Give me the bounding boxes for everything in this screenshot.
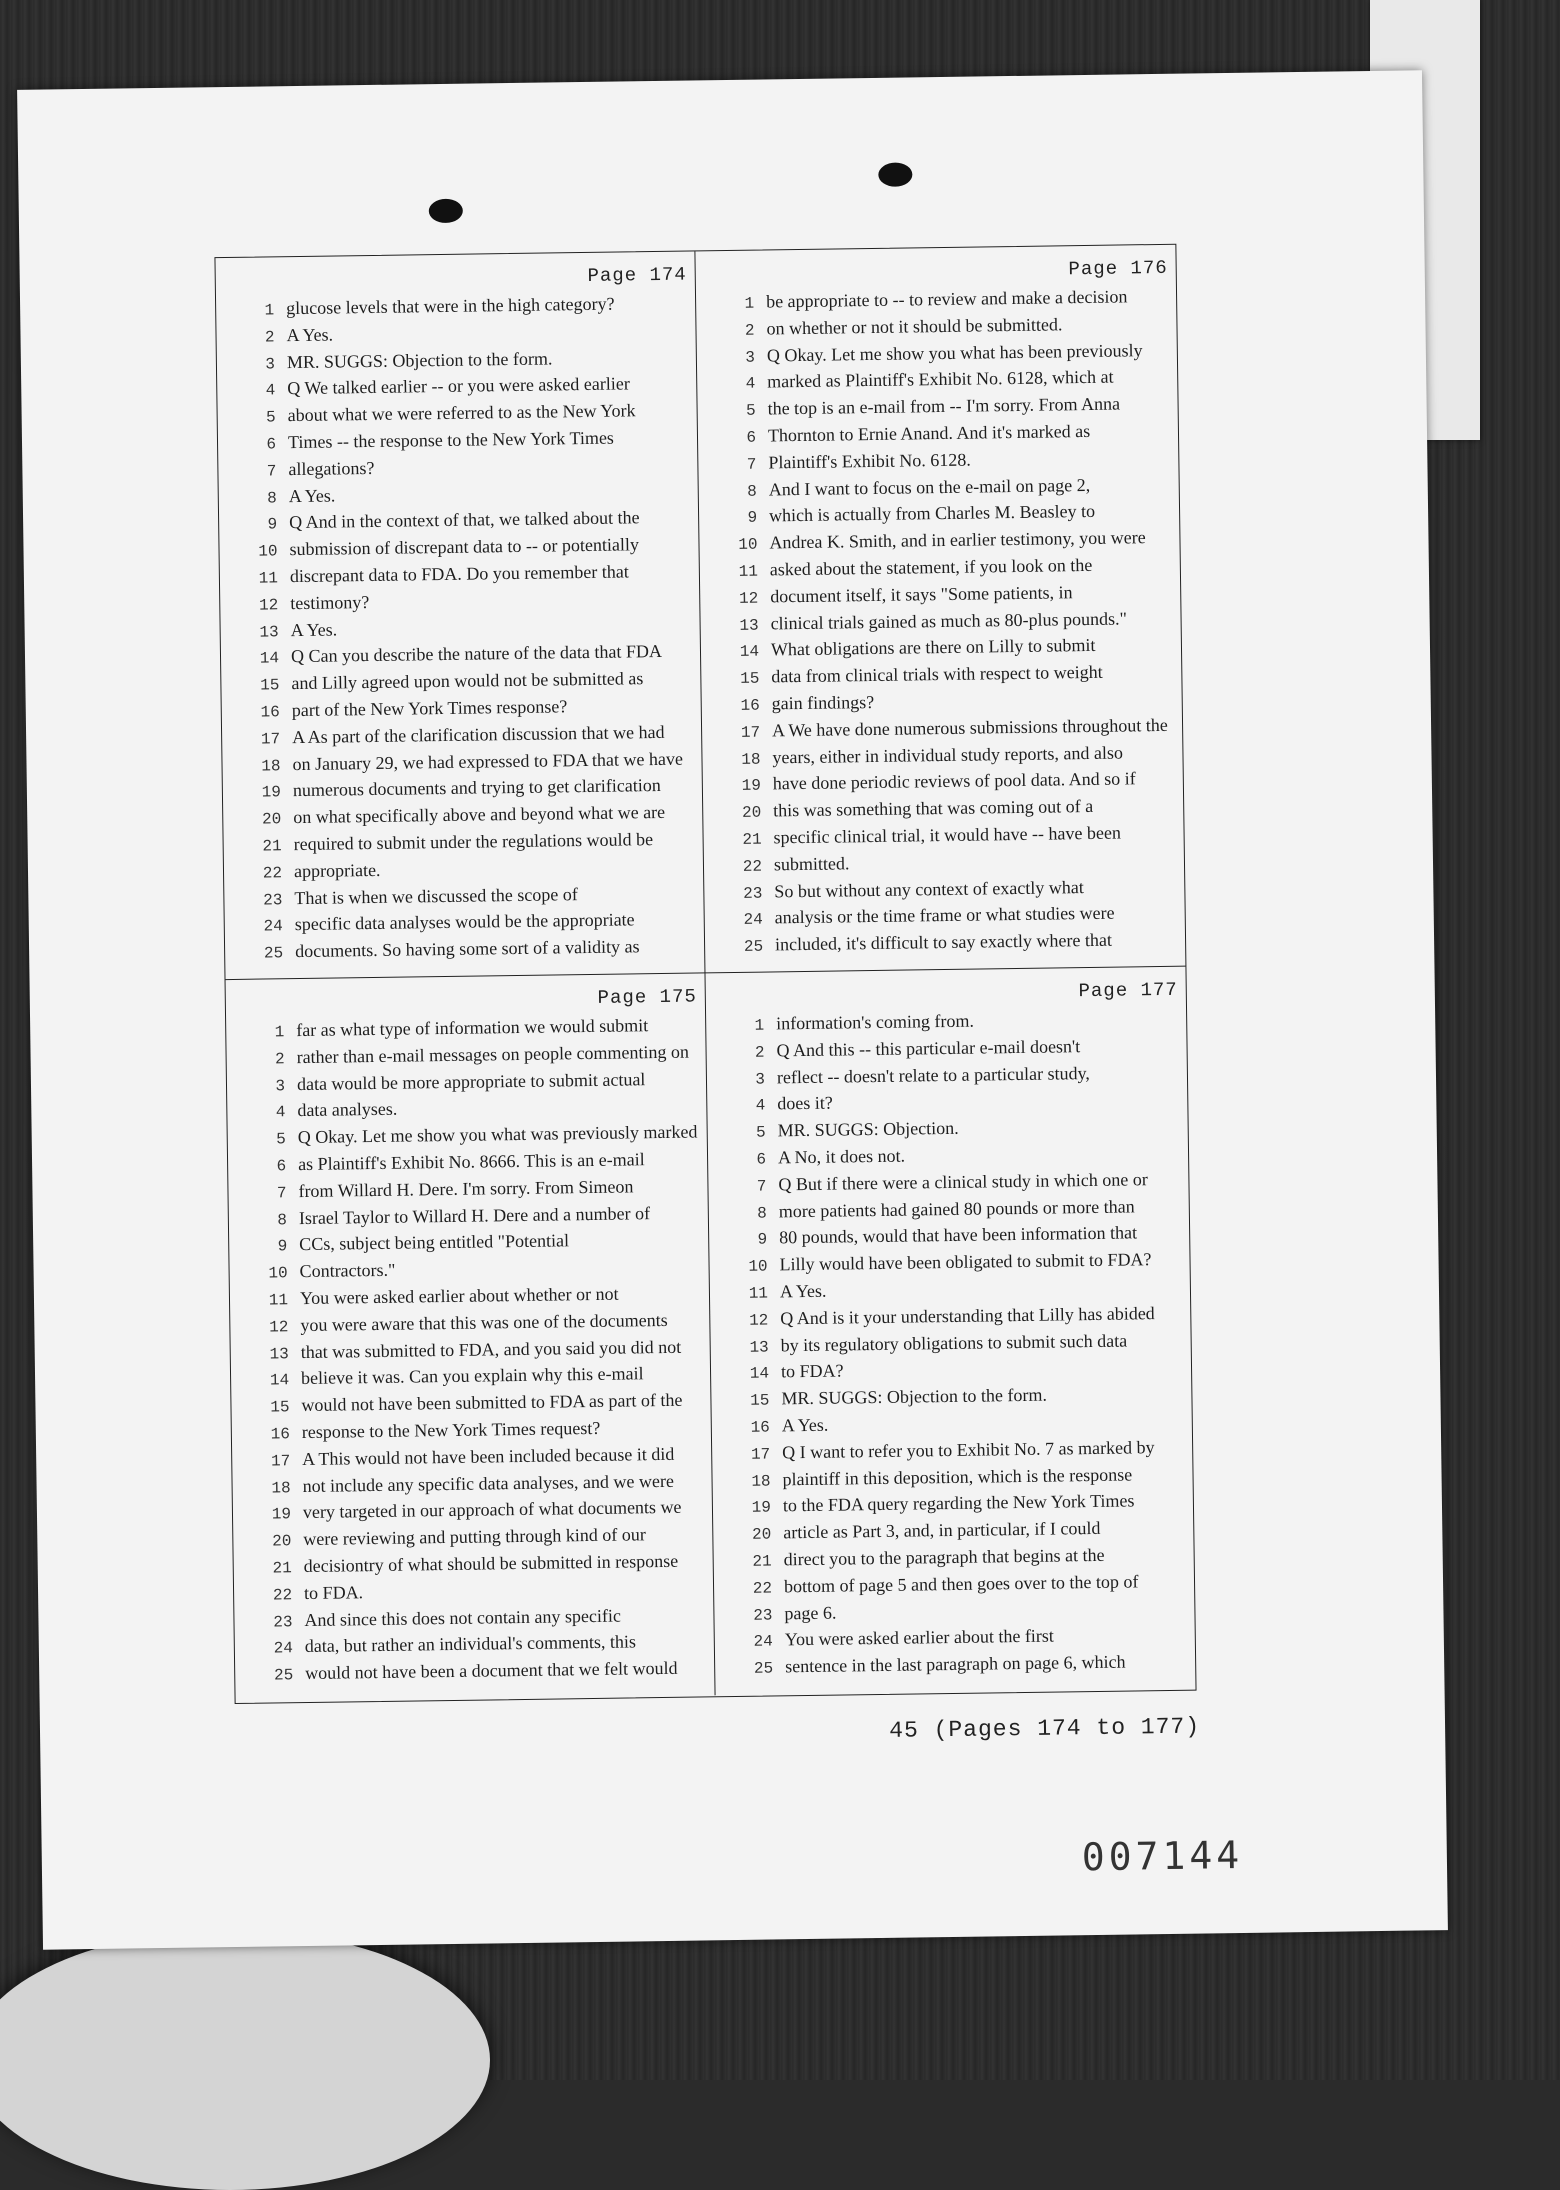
- line-text: on January 29, we had expressed to FDA that we have: [292, 748, 684, 774]
- line-text: data analyses.: [297, 1099, 398, 1121]
- line-text: marked as Plaintiff's Exhibit No. 6128, which at: [767, 367, 1114, 392]
- line-number: 18: [261, 756, 281, 776]
- line-text: That is when we discussed the scope of: [294, 883, 578, 908]
- line-number: 17: [260, 730, 281, 749]
- line-text: glucose levels that were in the high category?: [286, 293, 615, 319]
- line-number: 11: [268, 1291, 289, 1310]
- line-text: specific data analyses would be the appropriate: [294, 909, 635, 935]
- line-text: You were asked earlier about whether or not: [299, 1283, 619, 1309]
- line-number: 9: [747, 508, 758, 528]
- line-number: 24: [273, 1639, 293, 1658]
- line-number: 16: [270, 1425, 291, 1444]
- line-text: submission of discrepant data to -- or potentially: [289, 534, 640, 560]
- line-text: A Yes.: [290, 619, 338, 640]
- line-number: 6: [276, 1157, 287, 1176]
- line-number: 10: [738, 535, 758, 555]
- line-number: 5: [745, 401, 756, 420]
- line-text: Q But if there were a clinical study in which one or: [778, 1169, 1148, 1195]
- line-text: far as what type of information we would submit: [296, 1015, 649, 1041]
- line-text: page 6.: [784, 1602, 837, 1623]
- line-number: 14: [259, 649, 280, 668]
- line-number: 12: [258, 596, 279, 615]
- line-text: would not have been submitted to FDA as part of the: [301, 1389, 683, 1416]
- line-number: 7: [276, 1184, 287, 1203]
- line-number: 4: [275, 1103, 286, 1122]
- line-number: 16: [260, 703, 280, 722]
- line-text: very targeted in our approach of what documents we: [302, 1497, 682, 1523]
- line-text: submitted.: [773, 853, 850, 875]
- line-number: 24: [743, 910, 763, 930]
- line-number: 25: [753, 1659, 774, 1678]
- line-text: to the FDA query regarding the New York Times: [782, 1490, 1135, 1516]
- line-number: 8: [757, 1204, 767, 1223]
- line-number: 19: [741, 776, 761, 796]
- line-text: information's coming from.: [776, 1010, 975, 1034]
- line-text: part of the New York Times response?: [291, 696, 568, 721]
- line-number: 5: [276, 1130, 286, 1149]
- line-number: 14: [269, 1371, 290, 1390]
- line-number: 9: [267, 515, 278, 534]
- line-number: 5: [265, 408, 276, 427]
- line-number: 5: [755, 1123, 766, 1142]
- line-text: Q We talked earlier -- or you were asked earlier: [287, 373, 630, 399]
- line-number: 6: [746, 428, 757, 447]
- transcript-line: [235, 1655, 706, 1688]
- line-text: A Yes.: [288, 485, 336, 506]
- line-text: Thornton to Ernie Anand. And it's marked as: [767, 420, 1091, 446]
- line-number: 22: [262, 864, 283, 883]
- line-number: 25: [263, 944, 284, 963]
- line-text: Q Okay. Let me show you what has been previously: [766, 339, 1143, 366]
- line-number: 17: [270, 1451, 291, 1471]
- line-text: And since this does not contain any specific: [304, 1605, 622, 1630]
- transcript-line: [705, 926, 1177, 959]
- line-text: Plaintiff's Exhibit No. 6128.: [768, 449, 971, 473]
- line-text: response to the New York Times request?: [301, 1417, 601, 1443]
- line-text: about what we were referred to as the New York: [287, 400, 636, 426]
- line-number: 4: [265, 381, 276, 400]
- line-number: 1: [754, 1016, 765, 1035]
- line-text: article as Part 3, and, in particular, if I could: [783, 1518, 1101, 1543]
- line-text: A As part of the clarification discussion that we had: [292, 721, 665, 747]
- line-number: 19: [261, 783, 282, 802]
- line-number: 2: [754, 1043, 765, 1062]
- line-text: which is actually from Charles M. Beasley to: [768, 501, 1096, 526]
- line-text: allegations?: [288, 457, 375, 479]
- line-number: 19: [271, 1505, 292, 1524]
- line-text: that was submitted to FDA, and you said you did not: [300, 1336, 682, 1362]
- line-number: 21: [752, 1552, 772, 1571]
- line-text: You were asked earlier about the first: [784, 1625, 1055, 1650]
- line-text: data, but rather an individual's comments, this: [304, 1631, 637, 1657]
- line-number: 6: [756, 1150, 767, 1169]
- line-number: 22: [752, 1579, 773, 1598]
- line-number: 3: [275, 1076, 286, 1095]
- line-number: 8: [747, 482, 757, 501]
- line-number: 6: [266, 435, 277, 454]
- line-number: 8: [267, 488, 277, 508]
- line-number: 15: [750, 1391, 770, 1410]
- line-text: A Yes.: [286, 324, 334, 345]
- line-text: bottom of page 5 and then goes over to the top of: [783, 1571, 1139, 1597]
- page-174-panel: [215, 251, 705, 980]
- transcript-sheet: [17, 70, 1448, 1949]
- line-number: 9: [757, 1230, 768, 1250]
- line-text: 80 pounds, would that have been information that: [779, 1222, 1138, 1248]
- line-text: analysis or the time frame or what studies were: [774, 902, 1115, 928]
- line-text: MR. SUGGS: Objection to the form.: [286, 348, 553, 372]
- line-number: 14: [749, 1364, 770, 1384]
- line-number: 25: [273, 1666, 294, 1685]
- line-number: 15: [270, 1398, 290, 1417]
- line-text: documents. So having some sort of a validity as: [294, 936, 640, 962]
- line-text: MR. SUGGS: Objection to the form.: [781, 1384, 1048, 1409]
- line-text: A Yes.: [779, 1280, 827, 1302]
- line-number: 3: [755, 1070, 766, 1089]
- bates-number: 007144: [1081, 1832, 1244, 1880]
- line-text: A Yes.: [781, 1414, 829, 1436]
- line-number: 20: [752, 1525, 772, 1544]
- line-number: 23: [273, 1612, 293, 1632]
- line-number: 15: [260, 676, 280, 695]
- line-number: 22: [742, 857, 763, 876]
- line-text: does it?: [777, 1093, 833, 1114]
- line-text: this was something that was coming out of a: [773, 796, 1094, 821]
- line-text: be appropriate to -- to review and make a decision: [765, 286, 1128, 312]
- line-number: 10: [258, 542, 278, 561]
- line-number: 16: [750, 1418, 770, 1437]
- line-number: 17: [750, 1445, 771, 1464]
- line-text: the top is an e-mail from -- I'm sorry. From Anna: [767, 393, 1121, 419]
- line-text: MR. SUGGS: Objection.: [777, 1118, 959, 1141]
- line-number: 10: [268, 1264, 288, 1283]
- line-text: Times -- the response to the New York Times: [287, 427, 614, 453]
- line-text: A No, it does not.: [777, 1145, 906, 1168]
- line-number: 19: [751, 1498, 772, 1518]
- line-number: 8: [277, 1210, 288, 1229]
- line-number: 3: [745, 348, 756, 367]
- transcript-lines: [696, 283, 1177, 959]
- line-text: document itself, it says "Some patients, in: [770, 581, 1073, 607]
- line-number: 12: [269, 1317, 289, 1337]
- line-number: 15: [740, 669, 760, 689]
- page-177-panel: [705, 967, 1195, 1696]
- line-text: from Willard H. Dere. I'm sorry. From Simeon: [298, 1176, 634, 1201]
- line-text: Q Can you describe the nature of the data that FDA: [290, 641, 663, 667]
- page-175-panel: [226, 973, 716, 1702]
- line-text: So but without any context of exactly what: [774, 876, 1084, 901]
- line-text: Q Okay. Let me show you what was previously marked: [297, 1121, 698, 1148]
- line-number: 2: [274, 1050, 285, 1069]
- line-number: 23: [263, 890, 283, 910]
- line-number: 11: [258, 569, 279, 588]
- line-number: 7: [756, 1177, 767, 1196]
- line-number: 4: [755, 1096, 766, 1116]
- line-text: Israel Taylor to Willard H. Dere and a number of: [298, 1202, 651, 1228]
- page-label: Page 174: [587, 263, 687, 287]
- line-number: 18: [751, 1472, 771, 1491]
- line-text: clinical trials gained as much as 80-plus pounds.": [770, 608, 1127, 633]
- line-number: 13: [269, 1344, 289, 1364]
- line-text: to FDA.: [303, 1581, 364, 1603]
- line-text: to FDA?: [780, 1360, 844, 1382]
- line-number: 16: [740, 696, 760, 715]
- line-number: 21: [742, 830, 762, 849]
- line-number: 23: [743, 884, 763, 903]
- line-number: 20: [741, 803, 762, 822]
- line-text: and Lilly agreed upon would not be submitted as: [291, 668, 644, 694]
- line-text: specific clinical trial, it would have -- have been: [773, 822, 1122, 848]
- line-number: 18: [741, 750, 761, 769]
- line-number: 13: [749, 1338, 769, 1357]
- line-text: would not have been a document that we felt would: [305, 1657, 678, 1684]
- line-text: testimony?: [290, 591, 370, 613]
- line-number: 12: [749, 1311, 769, 1330]
- line-text: years, either in individual study reports, and also: [772, 742, 1123, 767]
- line-text: Q And is it your understanding that Lilly has abided: [780, 1302, 1155, 1329]
- line-number: 11: [738, 562, 759, 581]
- line-text: included, it's difficult to say exactly where that: [774, 929, 1113, 955]
- line-number: 1: [744, 294, 755, 313]
- page-range-footer: 45 (Pages 174 to 177): [889, 1713, 1201, 1744]
- line-text: you were aware that this was one of the documents: [300, 1309, 668, 1335]
- line-number: 11: [748, 1284, 769, 1303]
- line-text: What obligations are there on Lilly to submit: [770, 635, 1096, 660]
- line-number: 2: [264, 328, 275, 347]
- punch-hole: [878, 162, 912, 186]
- line-text: were reviewing and putting through kind of our: [303, 1524, 646, 1550]
- line-text: asked about the statement, if you look on the: [769, 554, 1093, 580]
- line-text: gain findings?: [771, 691, 875, 714]
- line-text: have done periodic reviews of pool data. And so if: [772, 768, 1136, 794]
- line-text: believe it was. Can you explain why this e-mail: [300, 1363, 644, 1389]
- line-text: by its regulatory obligations to submit such data: [780, 1330, 1128, 1355]
- line-text: required to submit under the regulations would be: [293, 829, 654, 855]
- line-text: reflect -- doesn't relate to a particular study,: [776, 1062, 1090, 1087]
- line-number: 24: [263, 917, 283, 936]
- line-text: Q I want to refer you to Exhibit No. 7 as marked by: [782, 1436, 1155, 1463]
- line-number: 20: [272, 1532, 292, 1551]
- line-text: Contractors.": [299, 1259, 396, 1282]
- line-number: 7: [746, 455, 757, 474]
- line-text: decisiontry of what should be submitted in response: [303, 1550, 679, 1576]
- line-text: numerous documents and trying to get clarification: [292, 775, 661, 801]
- line-text: A This would not have been included because it did: [302, 1443, 675, 1469]
- line-text: on whether or not it should be submitted.: [766, 314, 1063, 339]
- line-text: Q And this -- this particular e-mail doesn't: [776, 1035, 1081, 1061]
- white-plate: [0, 1930, 490, 2190]
- line-text: sentence in the last paragraph on page 6, which: [785, 1651, 1126, 1677]
- line-text: Andrea K. Smith, and in earlier testimony, you were: [769, 527, 1146, 553]
- line-number: 3: [265, 354, 276, 374]
- transcript-lines: [226, 1011, 706, 1687]
- line-number: 1: [274, 1023, 285, 1042]
- line-number: 4: [745, 375, 756, 394]
- line-number: 22: [272, 1585, 293, 1605]
- line-number: 2: [744, 321, 755, 340]
- line-text: discrepant data to FDA. Do you remember that: [289, 561, 629, 587]
- line-text: on what specifically above and beyond what we are: [293, 802, 666, 828]
- line-text: data from clinical trials with respect to weight: [771, 661, 1103, 687]
- line-text: as Plaintiff's Exhibit No. 8666. This is an e-mail: [297, 1149, 645, 1175]
- line-text: appropriate.: [293, 859, 381, 881]
- page-label: Page 176: [1068, 256, 1168, 281]
- transcript-lines: [216, 290, 696, 966]
- line-text: Lilly would have been obligated to submit to FDA?: [779, 1249, 1152, 1275]
- line-text: direct you to the paragraph that begins at the: [783, 1544, 1105, 1570]
- line-number: 17: [740, 723, 761, 742]
- line-number: 13: [259, 622, 279, 642]
- line-text: more patients had gained 80 pounds or more than: [778, 1195, 1135, 1221]
- line-number: 10: [748, 1257, 768, 1276]
- transcript-lines: [706, 1005, 1187, 1681]
- line-number: 23: [753, 1606, 773, 1625]
- line-number: 24: [753, 1632, 773, 1652]
- line-number: 21: [272, 1559, 292, 1578]
- line-text: plaintiff in this deposition, which is the response: [782, 1464, 1133, 1489]
- line-number: 20: [261, 810, 282, 829]
- line-number: 14: [739, 642, 760, 662]
- punch-hole: [429, 199, 463, 223]
- line-text: data would be more appropriate to submit actual: [296, 1068, 646, 1094]
- line-text: Q And in the context of that, we talked about the: [289, 507, 640, 533]
- line-number: 7: [266, 462, 277, 481]
- line-number: 18: [271, 1478, 291, 1498]
- line-number: 13: [739, 616, 759, 635]
- line-number: 21: [262, 837, 282, 856]
- line-number: 1: [264, 301, 275, 320]
- line-number: 25: [743, 937, 764, 956]
- page-176-panel: [695, 245, 1185, 974]
- page-label: Page 177: [1078, 978, 1178, 1003]
- line-text: not include any specific data analyses, and we were: [302, 1470, 675, 1496]
- line-text: A We have done numerous submissions throughout the: [771, 714, 1168, 741]
- transcript-line: [715, 1648, 1187, 1681]
- transcript-line: [225, 933, 696, 966]
- line-number: 9: [277, 1237, 288, 1256]
- transcript-grid: [214, 244, 1196, 1704]
- line-number: 12: [738, 589, 759, 608]
- line-text: CCs, subject being entitled "Potential: [299, 1230, 570, 1255]
- line-text: rather than e-mail messages on people commenting on: [296, 1041, 690, 1067]
- line-text: And I want to focus on the e-mail on page 2,: [768, 474, 1091, 500]
- page-label: Page 175: [597, 985, 697, 1009]
